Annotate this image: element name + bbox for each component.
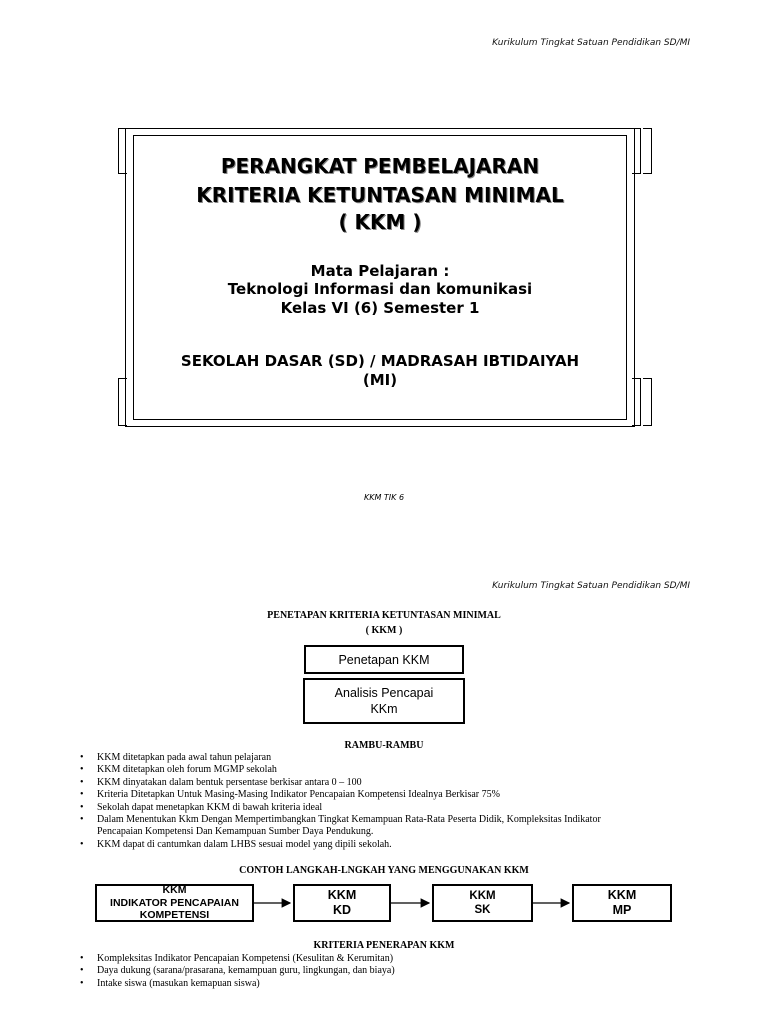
flow-box-label: SK	[474, 904, 491, 916]
flow-box-label: INDIKATOR PENCAPAIAN	[110, 896, 239, 909]
section-subtitle: ( KKM )	[365, 625, 403, 636]
cover-title-line2: KRITERIA KETUNTASAN MINIMAL	[196, 183, 564, 207]
flow-box-label: KOMPETENSI	[139, 909, 210, 922]
page-header: Kurikulum Tingkat Satuan Pendidikan SD/MI	[492, 38, 690, 48]
flow-box-label: KD	[332, 903, 352, 917]
list-item: • KKM ditetapkan oleh forum MGMP sekolah	[80, 764, 680, 776]
analisis-label-line1: Analisis Pencapai	[334, 686, 434, 700]
list-item-text: Dalam Menentukan Kkm Dengan Mempertimbangkan Tingkat Kemampuan Rata-Rata Peserta Didik, Kompleksitas Indikator	[97, 814, 601, 826]
page-footer: KKM TIK 6	[363, 493, 405, 502]
list-item-continuation: Pencapaian Kompetensi Dan Kemampuan Sumber Daya Pendukung.	[97, 826, 374, 838]
flow-box-indikator	[95, 884, 254, 922]
list-item: • Kriteria Ditetapkan Untuk Masing-Masing Indikator Pencapaian Kompetensi Idealnya Berkisar 75%	[80, 789, 680, 801]
list-item: • KKM ditetapkan pada awal tahun pelajaran	[80, 752, 680, 764]
cover-title-line1: PERANGKAT PEMBELAJARAN	[220, 154, 540, 178]
flow-box-label: MP	[612, 903, 632, 917]
flow-box-label: KKM	[162, 884, 187, 897]
subject-label: Mata Pelajaran :	[310, 262, 450, 280]
list-item: • Intake siswa (masukan kemapuan siswa)	[80, 978, 680, 990]
section-title: PENETAPAN KRITERIA KETUNTASAN MINIMAL	[267, 610, 501, 621]
page-header: Kurikulum Tingkat Satuan Pendidikan SD/MI	[492, 581, 690, 591]
flow-box-label: KKM	[469, 890, 496, 902]
list-item: • Kompleksitas Indikator Pencapaian Kompetensi (Kesulitan & Kerumitan)	[80, 953, 680, 965]
flow-box-label: KKM	[607, 888, 637, 902]
list-item: • KKM dinyatakan dalam bentuk persentase berkisar antara 0 – 100	[80, 777, 680, 789]
list-item: • KKM dapat di cantumkan dalam LHBS sesuai model yang dipili sekolah.	[80, 839, 680, 851]
contoh-heading: CONTOH LANGKAH-LNGKAH YANG MENGGUNAKAN KKM	[239, 865, 529, 876]
cover-title-line3: ( KKM )	[338, 210, 422, 234]
list-item: • Sekolah dapat menetapkan KKM di bawah kriteria ideal	[80, 802, 680, 814]
school-type-line2: (MI)	[362, 371, 398, 389]
school-type-line1: SEKOLAH DASAR (SD) / MADRASAH IBTIDAIYAH	[180, 352, 580, 370]
kriteria-list	[80, 953, 680, 990]
penetapan-kkm-label: Penetapan KKM	[338, 652, 430, 667]
flow-box-label: KKM	[327, 888, 357, 902]
rambu-heading: RAMBU-RAMBU	[344, 740, 424, 751]
subject-name: Teknologi Informasi dan komunikasi	[227, 280, 533, 298]
flow-box-sk	[432, 884, 533, 922]
flow-box-mp	[572, 884, 672, 922]
kriteria-heading: KRITERIA PENERAPAN KKM	[313, 940, 455, 951]
flow-box-kd	[293, 884, 391, 922]
list-item: • Daya dukung (sarana/prasarana, kemampuan guru, lingkungan, dan biaya)	[80, 965, 680, 977]
class-semester: Kelas VI (6) Semester 1	[280, 299, 480, 317]
analisis-label-line2: KKm	[370, 702, 398, 716]
